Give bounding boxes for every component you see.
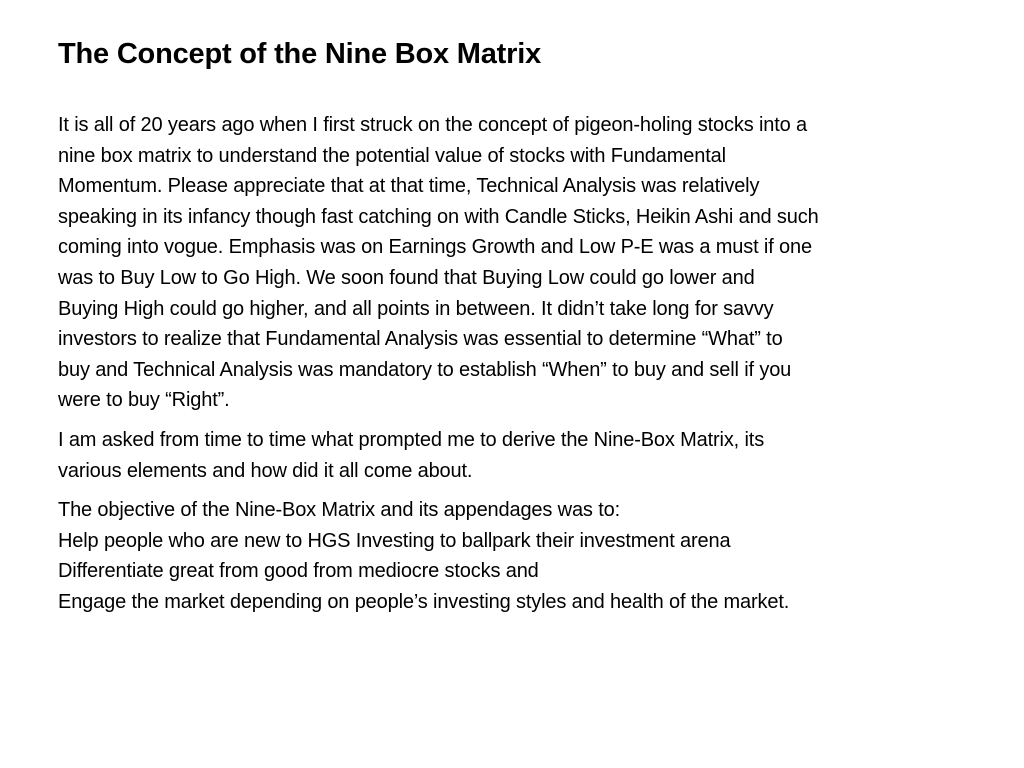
text-line: I am asked from time to time what prompted me to derive the Nine-Box Matrix, its	[58, 428, 765, 451]
paragraph-intro	[58, 110, 968, 416]
text-line: various elements and how did it all come about.	[58, 459, 473, 482]
text-line: were to buy “Right”.	[58, 389, 230, 412]
objective-item: Differentiate great from good from mediocre stocks and	[58, 560, 539, 583]
objective-item: Help people who are new to HGS Investing to ballpark their investment arena	[58, 529, 731, 552]
text-line: The objective of the Nine-Box Matrix and its appendages was to:	[58, 499, 620, 522]
text-line: It is all of 20 years ago when I first struck on the concept of pigeon-holing stocks into a	[58, 114, 807, 136]
slide-body	[58, 110, 968, 627]
slide-title: The Concept of the Nine Box Matrix	[58, 38, 542, 70]
paragraph-objective	[58, 495, 968, 617]
objective-item: Engage the market depending on people’s investing styles and health of the market.	[58, 590, 790, 613]
text-line: nine box matrix to understand the potential value of stocks with Fundamental	[58, 144, 726, 167]
text-line: investors to realize that Fundamental Analysis was essential to determine “What” to	[58, 328, 783, 351]
text-line: Momentum. Please appreciate that at that time, Technical Analysis was relatively	[58, 175, 760, 198]
text-line: Buying High could go higher, and all points in between. It didn’t take long for savvy	[58, 297, 774, 320]
text-line: speaking in its infancy though fast catching on with Candle Sticks, Heikin Ashi and such	[58, 205, 819, 228]
paragraph-question	[58, 425, 968, 486]
text-line: buy and Technical Analysis was mandatory to establish “When” to buy and sell if you	[58, 358, 792, 381]
text-line: coming into vogue. Emphasis was on Earnings Growth and Low P-E was a must if one	[58, 236, 812, 259]
text-line: was to Buy Low to Go High. We soon found that Buying Low could go lower and	[58, 266, 755, 289]
